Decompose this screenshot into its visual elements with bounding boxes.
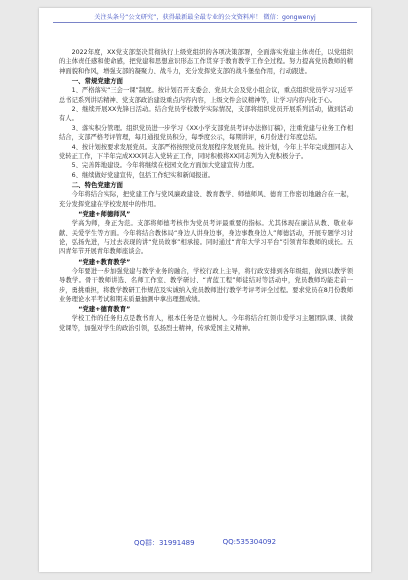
body-paragraph: 6、继续做好党建宣传，包括工作纪实和新闻报道。 bbox=[71, 171, 215, 179]
subsection-heading: “党建+教育教学” bbox=[78, 257, 131, 266]
header-divider bbox=[53, 22, 357, 23]
footer-qq-group: QQ群：31991489 bbox=[133, 539, 195, 547]
body-paragraph: 5、完善阵地建设。今年将继续在校园文化方面加大党建宣传力度。 bbox=[71, 162, 259, 170]
page-header: 关注头条号“公文研究”，获得最新最全最专业的公文资料库！ 微信：gongwenyj bbox=[94, 14, 316, 21]
body-paragraph: 3、落实积分管理。组织党员进一步学习《XX小学支部党员考评办法修订稿》，注重党建与业务工作相结合，支部严格考评管理，每月通报党员积分，每季度公示，每期讲评，6月份进行年度总结。 bbox=[59, 124, 353, 142]
section-heading: 二、特色党建方面 bbox=[71, 181, 123, 190]
body-paragraph: 今年要进一步加强党建与教学业务的融合，学校行政上主导，将行政安排到各年级组，做到以教学领导教学。骨干教师讲选、名师工作室、教学研讨、“青蓝工程”师徒结对等活动中，党员教师均能走前一步，勇挑重担，将教学教研工作规范及实诚纳入党员教师进行教学考评考评全过程。要求党员在8月份教师业务理论水平考试和期末质量抽测中拿出理想成绩。 bbox=[59, 267, 353, 303]
body-paragraph: 1、严格落实“三会一课”制度。按计划召开支委会、党员大会及党小组会议，重点组织党员学习习近平总书记系列讲话精神、党支部政治建设重点内容内容，上级文件会议精神等，让学习内容内化于心。 bbox=[59, 87, 353, 104]
body-paragraph: 4、按计划按要求发展党员。支部严格按照党员发展程序发展党员。按计划，今年上半年完成想同志入党转正工作，下半年完成XXX同志入党转正工作，同时积极将XX同志列为入党积极分子。 bbox=[59, 143, 353, 161]
body-paragraph: 今年将结合实际，把党建工作与党风廉政建设、教育教学、师德师风、德育工作密切地融合在一起，充分发挥党建在学校发展中的作用。 bbox=[59, 191, 353, 208]
body-paragraph: 学高为师，身正为范。支部将师德考核作为党员考评最重要的指标。尤其体现在廉洁从教、敬业奉献、关爱学生等方面。今年将结合教体局“身边人讲身边事，身边事教身边人”师德活动，开展专题学习讨论，弘扬先进，与过去表现的讲“党员故事”相承接。同时通过“青年大学习平台”引领青年教师的成长。五四青年节开展青年教师座谈会。 bbox=[59, 220, 353, 256]
page-footer bbox=[39, 538, 371, 548]
body-paragraph: 学校工作的任务归点是教书育人，根本任务是立德树人。今年将结合红领巾爱学习主题团队课、读微党课等，加强对学生的政治引领，弘扬烈士精神，传承爱国主义精神。 bbox=[59, 315, 353, 332]
section-heading: 一、常规党建方面 bbox=[71, 77, 123, 86]
subsection-heading: “党建+师德师风” bbox=[78, 210, 131, 219]
body-paragraph: 2022年度，XX党支部坚决贯彻执行上级党组织的各项决策部署，全面落实党建主体责任，以党组织的主体责任感和使命感，把党建和思想意识形态工作贯穿于教育教学工作全过程。努力提高党员教师的精神面貌和作风，增强支部的凝聚力、战斗力，充分发挥党支部的战斗堡垒作用，行动跟进。 bbox=[59, 49, 353, 75]
document-page bbox=[39, 8, 371, 572]
body-paragraph: 2、继续开展XX先锋日活动。结合党员学校教学实际情况，支部将组织党员开展系列活动，做到活动有人。 bbox=[59, 106, 353, 123]
subsection-heading: “党建+德育教育” bbox=[78, 305, 131, 314]
document-body bbox=[59, 48, 353, 333]
footer-qq: QQ:535304092 bbox=[222, 538, 277, 546]
